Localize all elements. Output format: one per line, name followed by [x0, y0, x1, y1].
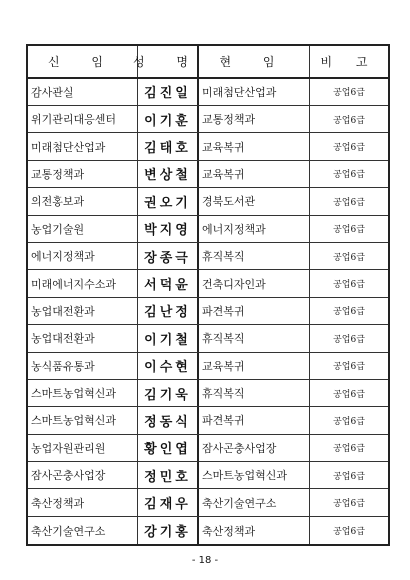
- table-row: [28, 106, 388, 133]
- current-post-cell: 교통정책과: [199, 106, 310, 132]
- remarks-cell: 공업6급: [333, 416, 365, 427]
- remarks-cell: 공업6급: [333, 170, 365, 181]
- name-cell: 황인엽: [138, 435, 199, 461]
- current-post-cell: 스마트농업혁신과: [199, 462, 310, 488]
- table-row: [28, 133, 388, 160]
- remarks-cell: 공업6급: [333, 334, 365, 345]
- table-body: [28, 79, 388, 545]
- name-cell: 장종극: [138, 243, 199, 269]
- new-post-cell: 축산정책과: [28, 489, 138, 515]
- table-row: [28, 380, 388, 407]
- name-cell: 변상철: [138, 161, 199, 187]
- personnel-table: [26, 44, 390, 546]
- new-post-cell: 감사관실: [28, 79, 138, 105]
- table-row: [28, 161, 388, 188]
- current-post-cell: 미래첨단산업과: [199, 79, 310, 105]
- table-row: [28, 188, 388, 215]
- name-cell: 박지영: [138, 216, 199, 242]
- remarks-cell: 공업6급: [333, 143, 365, 154]
- current-post-cell: 교육복귀: [199, 133, 310, 159]
- table-row: [28, 353, 388, 380]
- current-post-cell: 교육복귀: [199, 353, 310, 379]
- name-cell: 이기철: [138, 325, 199, 351]
- remarks-cell: 공업6급: [333, 197, 365, 208]
- current-post-cell: 파견복귀: [199, 407, 310, 433]
- new-post-cell: 잠사곤충사업장: [28, 462, 138, 488]
- current-post-cell: 축산기술연구소: [199, 489, 310, 515]
- header-name: 성 명: [138, 46, 199, 77]
- name-cell: 김태호: [138, 133, 199, 159]
- new-post-cell: 스마트농업혁신과: [28, 380, 138, 406]
- remarks-cell: 공업6급: [333, 252, 365, 263]
- new-post-cell: 농식품유통과: [28, 353, 138, 379]
- table-header-row: [28, 46, 388, 79]
- name-cell: 김기욱: [138, 380, 199, 406]
- remarks-cell: 공업6급: [333, 280, 365, 291]
- remarks-cell: 공업6급: [333, 225, 365, 236]
- remarks-cell: 공업6급: [333, 471, 365, 482]
- name-cell: 이수현: [138, 353, 199, 379]
- current-post-cell: 파견복귀: [199, 298, 310, 324]
- new-post-cell: 스마트농업혁신과: [28, 407, 138, 433]
- current-post-cell: 축산정책과: [199, 517, 310, 544]
- new-post-cell: 교통정책과: [28, 161, 138, 187]
- table-row: [28, 489, 388, 516]
- table-row: [28, 298, 388, 325]
- table-row: [28, 243, 388, 270]
- new-post-cell: 의전홍보과: [28, 188, 138, 214]
- remarks-cell: 공업6급: [333, 444, 365, 455]
- new-post-cell: 농업기술원: [28, 216, 138, 242]
- page-number: - 18 -: [191, 555, 219, 566]
- table-row: [28, 216, 388, 243]
- current-post-cell: 휴직복직: [199, 380, 310, 406]
- table-row: [28, 270, 388, 297]
- name-cell: 정동식: [138, 407, 199, 433]
- new-post-cell: 농업자원관리원: [28, 435, 138, 461]
- current-post-cell: 경북도서관: [199, 188, 310, 214]
- remarks-cell: 공업6급: [333, 362, 365, 373]
- name-cell: 정민호: [138, 462, 199, 488]
- remarks-cell: 공업6급: [333, 307, 365, 318]
- name-cell: 김난정: [138, 298, 199, 324]
- name-cell: 서덕윤: [138, 270, 199, 296]
- new-post-cell: 농업대전환과: [28, 325, 138, 351]
- header-current-post: 현 임: [199, 46, 310, 77]
- current-post-cell: 휴직복직: [199, 243, 310, 269]
- remarks-cell: 공업6급: [333, 389, 365, 400]
- current-post-cell: 에너지정책과: [199, 216, 310, 242]
- header-remarks: 비 고: [320, 54, 378, 69]
- current-post-cell: 휴직복직: [199, 325, 310, 351]
- table-row: [28, 325, 388, 352]
- new-post-cell: 에너지정책과: [28, 243, 138, 269]
- name-cell: 이기훈: [138, 106, 199, 132]
- current-post-cell: 교육복귀: [199, 161, 310, 187]
- table-row: [28, 517, 388, 544]
- table-row: [28, 435, 388, 462]
- name-cell: 강기홍: [138, 517, 199, 544]
- name-cell: 권오기: [138, 188, 199, 214]
- new-post-cell: 미래첨단산업과: [28, 133, 138, 159]
- remarks-cell: 공업6급: [333, 527, 365, 538]
- table-row: [28, 462, 388, 489]
- current-post-cell: 잠사곤충사업장: [199, 435, 310, 461]
- new-post-cell: 위기관리대응센터: [28, 106, 138, 132]
- remarks-cell: 공업6급: [333, 88, 365, 99]
- header-new-post: 신 임: [28, 46, 138, 77]
- current-post-cell: 건축디자인과: [199, 270, 310, 296]
- new-post-cell: 축산기술연구소: [28, 517, 138, 544]
- new-post-cell: 농업대전환과: [28, 298, 138, 324]
- table-row: [28, 79, 388, 106]
- remarks-cell: 공업6급: [333, 115, 365, 126]
- name-cell: 김진일: [138, 79, 199, 105]
- name-cell: 김재우: [138, 489, 199, 515]
- new-post-cell: 미래에너지수소과: [28, 270, 138, 296]
- remarks-cell: 공업6급: [333, 499, 365, 510]
- table-row: [28, 407, 388, 434]
